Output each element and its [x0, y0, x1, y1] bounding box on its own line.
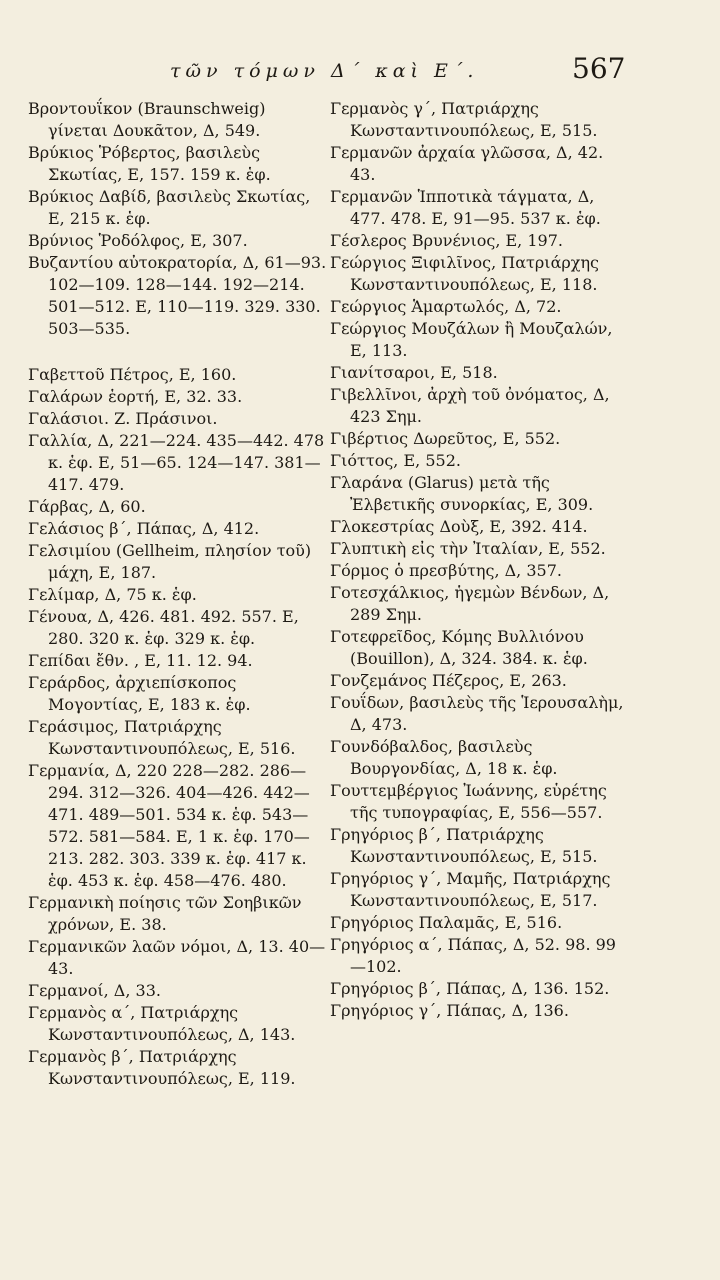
index-entry: Γερμανῶν ἀρχαία γλῶσσα, Δ, 42. 43.	[330, 143, 604, 184]
index-entry: Γερμανία, Δ, 220 228—282. 286—294. 312—326. 404—426. 442—471. 489—501. 534 κ. ἑφ. 543—572. 581—584. Ε, 1 κ. ἑφ. 170—213. 282. 303. 339 κ. ἑφ. 417 κ. ἑφ. 453 κ. ἑφ. 458—476. 480.	[28, 761, 310, 890]
index-entry: Γαλάρων ἑορτή, Ε, 32. 33.	[28, 387, 243, 406]
index-entry: Βροντουΐκον (Braunschweig) γίνεται Δουκᾶτον, Δ, 549.	[28, 99, 266, 140]
index-entry: Γεώργιος Ξιφιλῖνος, Πατριάρχης Κωνσταντινουπόλεως, Ε, 118.	[330, 253, 600, 294]
running-head	[0, 52, 720, 92]
index-column-right	[330, 98, 630, 1022]
index-entry: Γρηγόριος Παλαμᾶς, Ε, 516.	[330, 913, 563, 932]
index-entry: Γρηγόριος γ΄, Πάπας, Δ, 136.	[330, 1001, 569, 1020]
index-entry: Γουττεμβέργιος Ἰωάννης, εὑρέτης τῆς τυπογραφίας, Ε, 556—557.	[330, 781, 607, 822]
index-entry: Γερμανὸς γ΄, Πατριάρχης Κωνσταντινουπόλεως, Ε, 515.	[330, 99, 598, 140]
index-entry: Γεώργιος Ἁμαρτωλός, Δ, 72.	[330, 297, 562, 316]
index-entry: Γελίμαρ, Δ, 75 κ. ἑφ.	[28, 585, 197, 604]
index-entry: Γονζεμάνος Πέζερος, Ε, 263.	[330, 671, 567, 690]
index-entry: Βρύνιος Ῥοδόλφος, Ε, 307.	[28, 231, 248, 250]
index-entry: Γλοκεστρίας Δοὺξ, Ε, 392. 414.	[330, 517, 588, 536]
index-entry: Γιόττος, Ε, 552.	[330, 451, 461, 470]
index-entry: Γερμανοί, Δ, 33.	[28, 981, 161, 1000]
index-entry: Γρηγόριος γ΄, Μαμῆς, Πατριάρχης Κωνσταντινουπόλεως, Ε, 517.	[330, 869, 611, 910]
index-entry: Γέσλερος Βρυνένιος, Ε, 197.	[330, 231, 563, 250]
index-entry: Γαβεττοῦ Πέτρος, Ε, 160.	[28, 365, 237, 384]
index-entry: Γεπίδαι ἔθν. , Ε, 11. 12. 94.	[28, 651, 253, 670]
index-entry: Γερμανὸς α΄, Πατριάρχης Κωνσταντινουπόλεως, Δ, 143.	[28, 1003, 296, 1044]
index-entry: Γεράσιμος, Πατριάρχης Κωνσταντινουπόλεως, Ε, 516.	[28, 717, 296, 758]
index-entry: Γλαράνα (Glarus) μετὰ τῆς Ἐλβετικῆς συνορκίας, Ε, 309.	[330, 473, 594, 514]
index-entry: Γαλλία, Δ, 221—224. 435—442. 478 κ. ἑφ. Ε, 51—65. 124—147. 381—417. 479.	[28, 431, 325, 494]
index-entry: Γερμανικὴ ποίησις τῶν Σοηβικῶν χρόνων, Ε. 38.	[28, 893, 302, 934]
index-entry: Γένουα, Δ, 426. 481. 492. 557. Ε, 280. 320 κ. ἑφ. 329 κ. ἑφ.	[28, 607, 299, 648]
index-entry: Γάρβας, Δ, 60.	[28, 497, 146, 516]
index-entry: Γεράρδος, ἀρχιεπίσκοπος Μογοντίας, Ε, 183 κ. ἑφ.	[28, 673, 251, 714]
index-entry: Βρύκιος Ῥόβερτος, βασιλεὺς Σκωτίας, Ε, 157. 159 κ. ἑφ.	[28, 143, 271, 184]
index-entry: Γερμανῶν Ἱπποτικὰ τάγματα, Δ, 477. 478. Ε, 91—95. 537 κ. ἑφ.	[330, 187, 601, 228]
index-entry: Γελσιμίου (Gellheim, πλησίον τοῦ) μάχη, Ε, 187.	[28, 541, 312, 582]
page-number: 567	[572, 52, 626, 85]
index-entry: Γεώργιος Μουζάλων ἢ Μουζαλών, Ε, 113.	[330, 319, 613, 360]
index-entry: Γόρμος ὁ πρεσβύτης, Δ, 357.	[330, 561, 562, 580]
running-title: τῶν τόμων Δ΄ καὶ Ε΄.	[170, 60, 479, 82]
index-entry: Γιβέρτιος Δωρεῦτος, Ε, 552.	[330, 429, 561, 448]
index-entry: Γλυπτικὴ εἰς τὴν Ἰταλίαν, Ε, 552.	[330, 539, 606, 558]
index-entry: Γερμανικῶν λαῶν νόμοι, Δ, 13. 40—43.	[28, 937, 326, 978]
index-entry: Γοτεφρεῖδος, Κόμης Βυλλιόνου (Bouillon), Δ, 324. 384. κ. ἑφ.	[330, 627, 588, 668]
index-entry: Γουΐδων, βασιλεὺς τῆς Ἱερουσαλὴμ, Δ, 473.	[330, 693, 624, 734]
index-entry: Γρηγόριος β΄, Πατριάρχης Κωνσταντινουπόλεως, Ε, 515.	[330, 825, 598, 866]
index-entry: Γιανίτσαροι, Ε, 518.	[330, 363, 498, 382]
index-entry: Γερμανὸς β΄, Πατριάρχης Κωνσταντινουπόλεως, Ε, 119.	[28, 1047, 296, 1088]
index-entry: Γρηγόριος β΄, Πάπας, Δ, 136. 152.	[330, 979, 610, 998]
index-entry: Γαλάσιοι. Ζ. Πράσινοι.	[28, 409, 218, 428]
index-entry: Βρύκιος Δαβίδ, βασιλεὺς Σκωτίας, Ε, 215 κ. ἑφ.	[28, 187, 311, 228]
index-entry: Γουνδόβαλδος, βασιλεὺς Βουργονδίας, Δ, 18 κ. ἑφ.	[330, 737, 558, 778]
index-entry: Βυζαντίου αὐτοκρατορία, Δ, 61—93. 102—109. 128—144. 192—214. 501—512. Ε, 110—119. 329. 330. 503—535.	[28, 253, 327, 338]
index-entry: Γελάσιος β΄, Πάπας, Δ, 412.	[28, 519, 260, 538]
index-entry: Γοτεσχάλκιος, ἡγεμὼν Βένδων, Δ, 289 Σημ.	[330, 583, 610, 624]
index-column-left	[28, 98, 328, 1090]
index-entry: Γιβελλῖνοι, ἀρχὴ τοῦ ὀνόματος, Δ, 423 Σημ.	[330, 385, 610, 426]
index-entry: Γρηγόριος α΄, Πάπας, Δ, 52. 98. 99—102.	[330, 935, 616, 976]
